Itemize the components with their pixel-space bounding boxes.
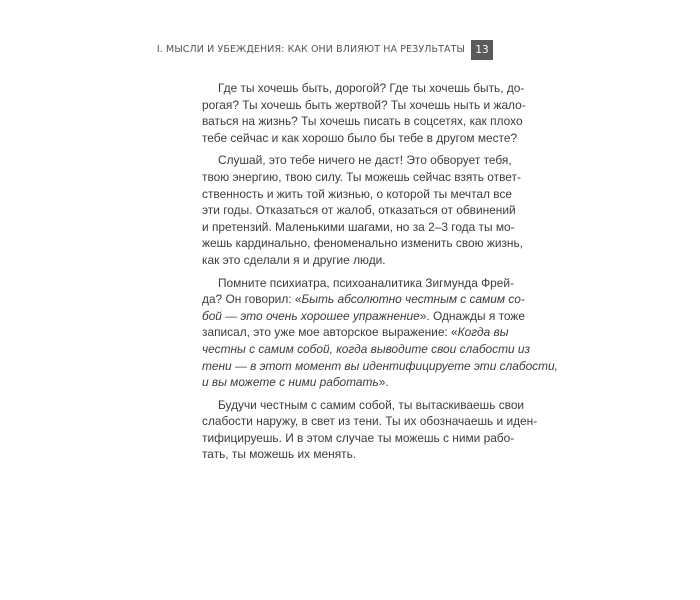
text-line [202, 252, 495, 269]
text-line [202, 235, 523, 252]
line-text: записал, это уже мое авторское выражение: « [202, 325, 458, 340]
line-text: слабости наружу, в свет из тени. Ты их обозначаешь и иден- [202, 414, 538, 429]
line-text: Помните психиатра, психоаналитика Зигмунда Фрей- [218, 275, 515, 290]
line-text: и претензий. Маленькими шагами, но за 2–3 года ты мо- [202, 219, 515, 234]
italic-quote-text: честны с самим собой, когда выводите свои слабости из [202, 341, 531, 356]
paragraph [202, 80, 526, 146]
running-title: I. МЫСЛИ И УБЕЖДЕНИЯ: КАК ОНИ ВЛИЯЮТ НА РЕЗУЛЬТАТЫ [156, 44, 465, 55]
text-line [202, 446, 495, 463]
text-line [202, 113, 523, 130]
line-text: ». Однажды я тоже [419, 308, 525, 323]
paragraph [202, 152, 523, 268]
text-line [202, 219, 515, 236]
text-line [202, 308, 525, 325]
text-line [202, 275, 515, 292]
line-text: тать, ты можешь их менять. [202, 447, 357, 462]
text-line [202, 397, 525, 414]
text-line [202, 341, 531, 358]
text-line [202, 152, 512, 169]
running-head [157, 40, 493, 60]
line-text: ваться на жизнь? Ты хочешь писать в соцсетях, как плохо [202, 114, 523, 129]
line-text: ». [378, 375, 389, 390]
body-text [202, 80, 558, 463]
page-number: 13 [471, 40, 493, 60]
text-line [202, 97, 526, 114]
line-text: Будучи честным с самим собой, ты вытаскиваешь свои [218, 397, 525, 412]
text-line [202, 324, 509, 341]
italic-quote-text: Быть абсолютно честным с самим со- [301, 292, 525, 307]
text-line [202, 374, 495, 391]
line-text: Где ты хочешь быть, дорогой? Где ты хочешь быть, до- [218, 81, 525, 95]
text-line [202, 430, 515, 447]
line-text: Слушай, это тебе ничего не даст! Это обворует тебя, [218, 153, 512, 168]
line-text: жешь кардинально, феноменально изменить свою жизнь, [202, 236, 523, 251]
text-line [202, 291, 525, 308]
text-line [202, 80, 525, 97]
text-line [202, 130, 518, 147]
paragraph [202, 397, 538, 463]
line-text: эти годы. Отказаться от жалоб, отказаться от обвинений [202, 203, 516, 218]
text-line [202, 202, 516, 219]
line-text: твою энергию, твою силу. Ты можешь сейчас взять ответ- [202, 169, 521, 184]
line-text: тифицируешь. И в этом случае ты можешь с ними рабо- [202, 430, 515, 445]
italic-quote-text: бой — это очень хорошее упражнение [202, 308, 420, 323]
line-text: как это сделали я и другие люди. [202, 252, 386, 267]
italic-quote-text: и вы можете с ними работать [202, 375, 379, 390]
line-text: да? Он говорил: « [202, 292, 302, 307]
italic-quote-text: тени — в этот момент вы идентифицируете эти слабости, [202, 358, 558, 373]
text-line [202, 186, 513, 203]
paragraph [202, 275, 558, 391]
line-text: ственность и жить той жизнью, о которой ты мечтал все [202, 186, 513, 201]
text-line [202, 413, 538, 430]
text-line [202, 358, 558, 375]
text-line [202, 169, 521, 186]
line-text: рогая? Ты хочешь быть жертвой? Ты хочешь ныть и жало- [202, 97, 526, 112]
italic-quote-text: Когда вы [457, 325, 509, 340]
line-text: тебе сейчас и как хорошо было бы тебе в другом месте? [202, 130, 518, 145]
